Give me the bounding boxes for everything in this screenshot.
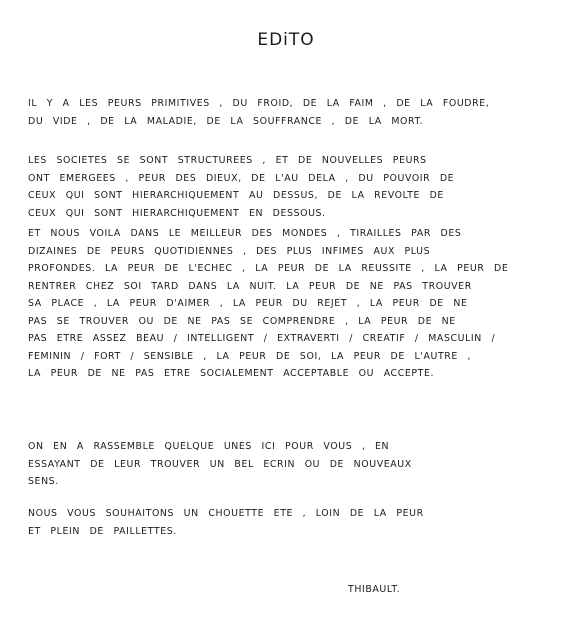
paragraph-primitive-fears — [28, 95, 534, 130]
text-line: ESSAYANT DE LEUR TROUVER UN BEL ECRIN OU DE NOUVEAUX — [28, 458, 412, 470]
text-line: ON EN A RASSEMBLE QUELQUE UNES ICI POUR VOUS , EN — [28, 441, 390, 452]
paragraph-societies — [28, 152, 534, 222]
paragraph-wishes — [28, 505, 534, 540]
text-line: SENS. — [28, 476, 59, 487]
text-line: LES SOCIETES SE SONT STRUCTUREES , ET DE NOUVELLES PEURS — [28, 155, 427, 166]
paragraph-daily-fears — [28, 225, 534, 383]
text-line: DIZAINES DE PEURS QUOTIDIENNES , DES PLUS INFIMES AUX PLUS — [28, 245, 431, 257]
text-line: ET PLEIN DE PAILLETTES. — [28, 525, 177, 537]
text-line: PAS SE TROUVER OU DE NE PAS SE COMPRENDRE , LA PEUR DE NE — [28, 315, 456, 327]
text-line: CEUX QUI SONT HIERARCHIQUEMENT AU DESSUS, DE LA REVOLTE DE — [28, 190, 444, 201]
text-line: RENTRER CHEZ SOI TARD DANS LA NUIT. LA PEUR DE NE PAS TROUVER — [28, 280, 472, 292]
text-line: LA PEUR DE NE PAS ETRE SOCIALEMENT ACCEPTABLE OU ACCEPTE. — [28, 368, 435, 379]
text-line: NOUS VOUS SOUHAITONS UN CHOUETTE ETE , LOIN DE LA PEUR — [28, 508, 424, 519]
text-line: CEUX QUI SONT HIERARCHIQUEMENT EN DESSOUS. — [28, 207, 326, 219]
text-line: SA PLACE , LA PEUR D'AIMER , LA PEUR DU REJET , LA PEUR DE NE — [28, 298, 468, 309]
text-line: FEMININ / FORT / SENSIBLE , LA PEUR DE SOI, LA PEUR DE L'AUTRE , — [28, 350, 472, 362]
paragraph-collection — [28, 438, 534, 491]
author-signature: THIBAULT. — [348, 584, 401, 595]
text-line: PROFONDES. LA PEUR DE L'ECHEC , LA PEUR DE LA REUSSITE , LA PEUR DE — [28, 263, 509, 274]
text-line: DU VIDE , DE LA MALADIE, DE LA SOUFFRANCE , DE LA MORT. — [28, 115, 424, 127]
text-line: PAS ETRE ASSEZ BEAU / INTELLIGENT / EXTRAVERTI / CREATIF / MASCULIN / — [28, 333, 496, 344]
page-title: EDiTO — [257, 30, 315, 50]
text-line: ET NOUS VOILA DANS LE MEILLEUR DES MONDES , TIRAILLES PAR DES — [28, 228, 462, 239]
text-line: IL Y A LES PEURS PRIMITIVES , DU FROID, DE LA FAIM , DE LA FOUDRE, — [28, 98, 490, 109]
text-line: ONT EMERGEES , PEUR DES DIEUX, DE L'AU DELA , DU POUVOIR DE — [28, 172, 455, 184]
